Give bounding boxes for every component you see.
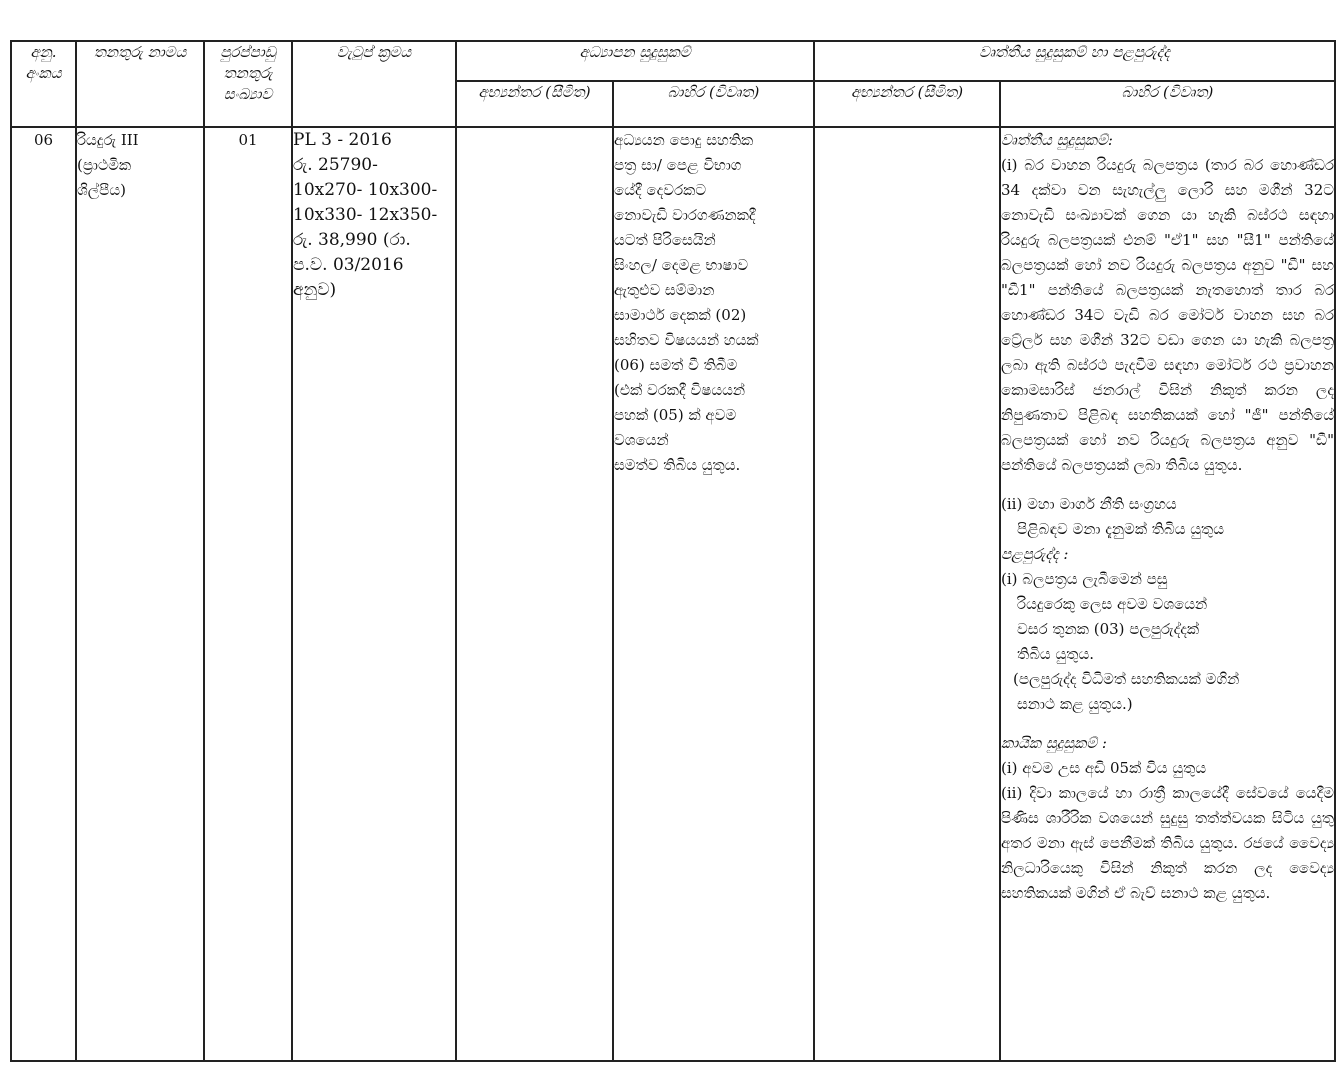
experience-note: සනාථ කළ යුතුය.) (1017, 695, 1133, 713)
salary-cell (292, 127, 456, 1061)
prof-external-cell (1000, 127, 1335, 1061)
serial-cell: 06 (11, 127, 76, 1061)
physical-item-fitness: (ii) දිවා කාලයේ හා රාත්‍රී කාලයේදී සේවයේ යෙදීම පිණිස ශාරීරික වශයෙන් සුදුසු තත්ත්වයක සිටිය යුතු අතර මනා ඇස් පෙනීමක් තිබිය යුතුය. රජයේ වෛද්‍ය නිලධාරියෙකු විසින් නිකුත් කරන ලද වෛද්‍ය සහතිකයක් මගින් ඒ බැව් සනාථ කළ යුතුය. (1001, 784, 1335, 902)
salary-line: 10x270- 10x300- (293, 180, 438, 200)
edu-line: (එක් වරකදී විෂයයන් (614, 381, 746, 399)
table-row (11, 127, 1335, 1061)
edu-line: පහක් (05) ක් අවම (614, 406, 737, 424)
experience-line: රියදුරෙකු ලෙස අවම වශයෙන් (1017, 595, 1208, 613)
subheader-edu-internal: අභ්‍යන්තර (සීමිත) (456, 81, 613, 127)
header-post-name: තනතුරු නාමය (76, 41, 204, 127)
edu-line: සහිතව විෂයයන් හයක් (614, 331, 759, 349)
salary-line: රු. 38,990 (රා. (293, 230, 411, 250)
subheader-prof-external: බාහිර (විවෘත) (1000, 81, 1335, 127)
vacancies-cell: 01 (204, 127, 292, 1061)
edu-line: (06) සමත් වී තිබීම (614, 356, 738, 374)
edu-line: සාමාර්ථ දෙකක් (02) (614, 306, 747, 324)
salary-line: PL 3 - 2016 (293, 130, 392, 150)
salary-line: ප.ව. 03/2016 (293, 255, 404, 275)
post-name-line: රියදුරු III (77, 131, 139, 149)
header-vacancies: පුරප්පාඩු තනතුරු සංඛ්‍යාව (204, 41, 292, 127)
experience-heading: පළපුරුද්ද : (1001, 545, 1069, 563)
header-prof-quals: වෘත්තීය සුදුසුකම් හා පළපුරුද්ද (814, 41, 1335, 81)
edu-line: ඇතුළුව සම්මාන (614, 281, 715, 299)
header-serial: අනු. අංකය (11, 41, 76, 127)
salary-line: රු. 25790- (293, 155, 378, 175)
edu-line: පත්‍ර සා/ පෙළ විභාග (614, 156, 742, 174)
experience-line: තිබිය යුතුය. (1017, 645, 1094, 663)
header-row (11, 41, 1335, 81)
subheader-edu-external: බාහිර (විවෘත) (613, 81, 814, 127)
physical-item-height: (i) අවම උස අඩි 05ක් විය යුතුය (1001, 759, 1207, 777)
experience-note: (පලපුරුද්ද විධිමත් සහතිකයක් මගින් (1013, 670, 1240, 688)
header-salary: වැටුප් ක්‍රමය (292, 41, 456, 127)
edu-line: නොවැඩි වාරගණනකදී (614, 206, 756, 224)
edu-line: අධ්‍යයන පොදු සහතික (614, 131, 754, 149)
post-name-line: (ප්‍රාථමික (77, 156, 132, 174)
recruitment-table (10, 40, 1336, 1062)
prof-item-highway-code-cont: පිළිබඳව මනා දැනුමක් තිබිය යුතුය (1017, 520, 1224, 538)
edu-line: වශයෙන් (614, 431, 669, 449)
subheader-prof-internal: අභ්‍යන්තර (සීමිත) (814, 81, 1000, 127)
edu-internal-cell (456, 127, 613, 1061)
prof-item-licence: (i) බර වාහන රියදුරු බලපත්‍රය (තාර බර හොණ්ඩර 34 දක්වා වන සැහැල්ලු ලොරි සහ මගීන් 32ට නොවැඩි සංඛ්‍යාවක් ගෙන යා හැකි බස්රථ සඳහා රියදුරු බලපත්‍රයක් එනම් "ඒ1" සහ "සී1" පන්තියේ බලපත්‍රයක් හෝ නව රියදුරු බලපත්‍රය අනුව "ඩී" සහ "ඩී1" පන්තියේ බලපත්‍රයක් නැතහොත් තාර බර හොණ්ඩර 34ට වැඩි බර මෝටර් වාහන සහ බර ට්‍රේලර් සහ මගීන් 32ට වඩා ගෙන යා හැකි බලපත්‍ර ලබා ඇති බස්රථ පැදවීම සඳහා මෝටර් රථ ප්‍රවාහන කොමසාරිස් ජනරාල් විසින් නිකුත් කරන ලද නිපුණතාව පිළිබඳ සහතිකයක් හෝ "ජී" පන්තියේ බලපත්‍රයක් හෝ නව රියදුරු බලපත්‍රය අනුව "ඩී" පන්තියේ බලපත්‍රයක් ලබා තිබිය යුතුය. (1001, 156, 1335, 474)
physical-quals-heading: කායික සුදුසුකම් : (1001, 734, 1107, 752)
edu-line: යේදී දෙවරකට (614, 181, 707, 199)
experience-line: (i) බලපත්‍රය ලැබීමෙන් පසු (1001, 570, 1168, 588)
header-edu-quals: අධ්‍යාපන සුදුසුකම් (456, 41, 814, 81)
experience-line: වසර තුනක (03) පලපුරුද්දක් (1017, 620, 1200, 638)
salary-line: 10x330- 12x350- (293, 205, 438, 225)
salary-line: අනුව) (293, 280, 337, 300)
prof-internal-cell (814, 127, 1000, 1061)
edu-line: සමත්ව තිබිය යුතුය. (614, 456, 741, 474)
prof-item-highway-code: (ii) මහා මාර්ග නීති සංග්‍රහය (1001, 495, 1177, 513)
post-name-line: ශිල්පීය) (77, 181, 126, 199)
post-name-cell (76, 127, 204, 1061)
prof-quals-heading: වෘත්තීය සුදුසුකම්: (1001, 131, 1113, 149)
edu-line: සිංහල/ දෙමළ භාෂාව (614, 256, 749, 274)
edu-line: යටත් පිරිසෙයින් (614, 231, 716, 249)
edu-external-cell (613, 127, 814, 1061)
